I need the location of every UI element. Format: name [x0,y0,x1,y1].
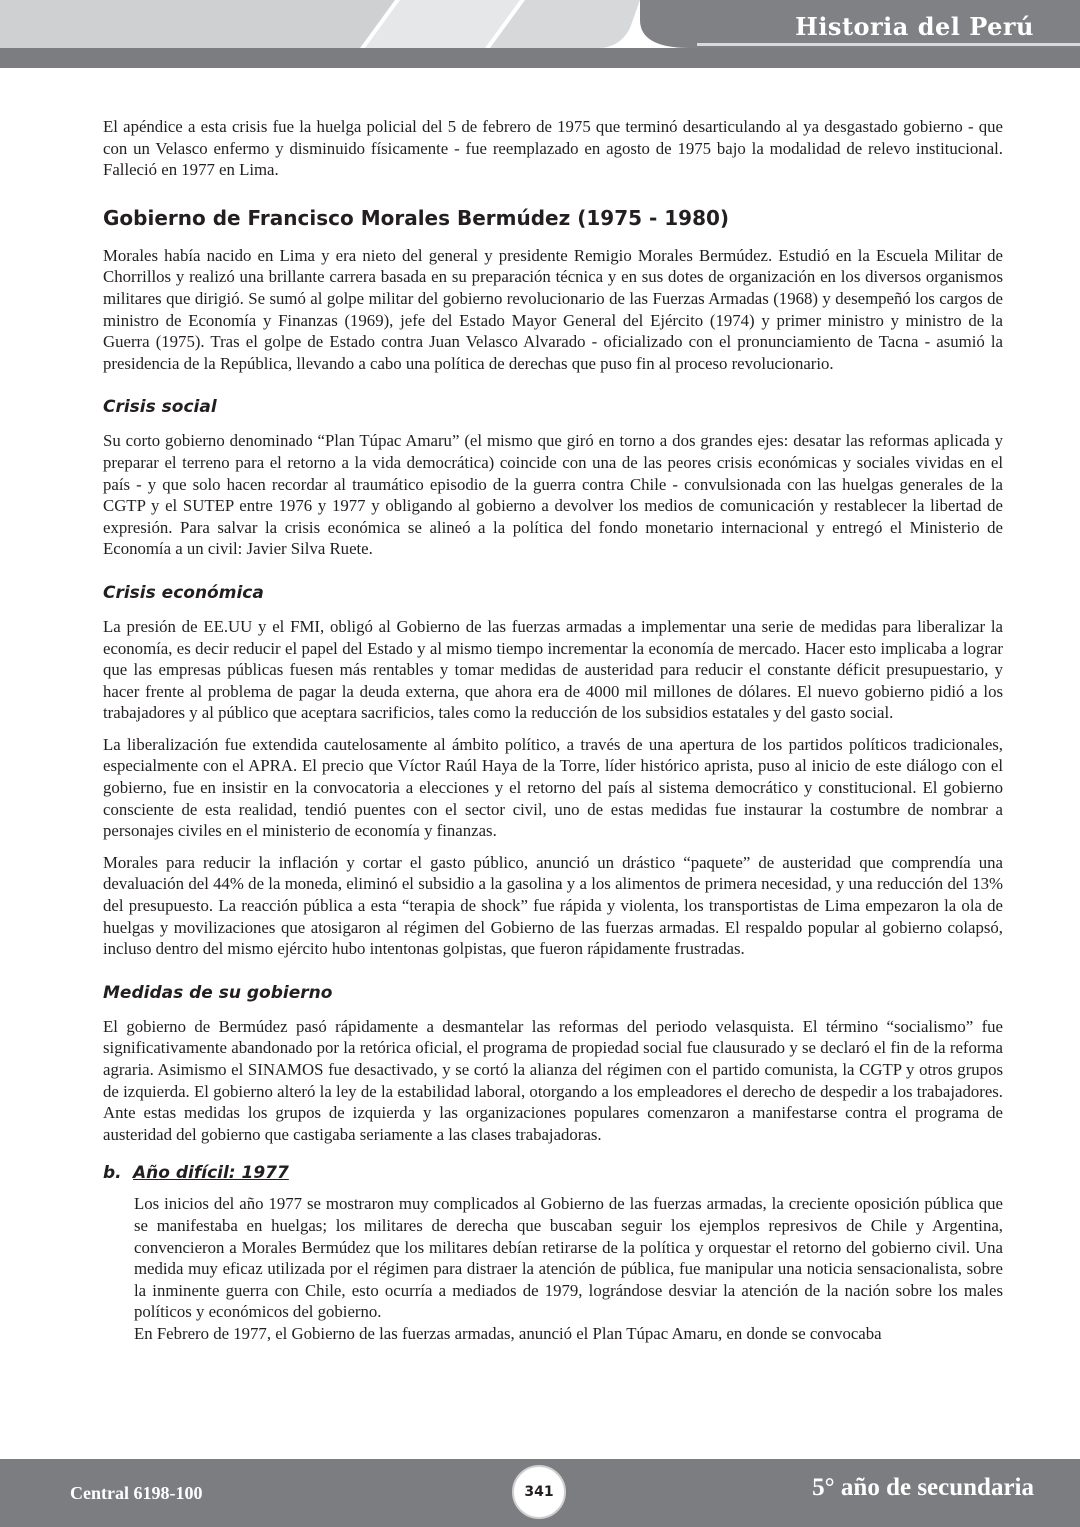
footer-phone: Central 6198-100 [70,1483,203,1503]
crisis-social-title: Crisis social [103,397,217,418]
item-b-paragraph-1: Los inicios del año 1977 se mostraron muy complicados al Gobierno de las fuerzas armadas, la creciente oposición pública que se manifestaba en huelgas; los militares de derecha que buscaban seguir los ejemplos represivos de Chile y Argentina, convencieron a Morales Bermúdez que los militares debían retirarse de la política y orquestar el retorno del gobierno civil. Una medida muy eficaz utilizada por el régimen para distraer la atención de pública, fue manipular una noticia sensacionalista, sobre la inminente guerra con Chile, esto ocurría a mediados de 1979, lográndose desviar la atención de la nación sobre los males políticos y económicos del gobierno. [134,1194,1003,1322]
page-header [0,0,1080,68]
crisis-economica-paragraph-2: La liberalización fue extendida cautelosamente al ámbito político, a través de una apertura de los partidos políticos tradicionales, especialmente con el APRA. El precio que Víctor Raúl Haya de la Torre, líder histórico aprista, puso al inicio de este diálogo con el gobierno, fue en insistir en la convocatoria a elecciones y el retorno del país al sistema democrático y constitucional. El gobierno consciente de esta realidad, tendió puentes con el sector civil, uno de estas medidas fue instaurar la costumbre de nombrar a personajes civiles en el ministerio de economía y finanzas. [103,734,1003,841]
crisis-social-paragraph: Su corto gobierno denominado “Plan Túpac Amaru” (el mismo que giró en torno a dos grandes ejes: desatar las reformas aplicada y preparar el terreno para el retorno a la vida democrática) coincide con una de las peores crisis económicas y sociales vividas en el país - y que solo hacen recordar al traumático episodio de la guerra contra Chile - convulsionada con las huelgas generales de la CGTP y el SUTEP entre 1976 y 1977 y obligando al gobierno a devolver los medios de comunicación y restablecer la libertad de expresión. Para salvar la crisis económica se alineó a la política del fondo monetario internacional y entregó el Ministerio de Economía a un civil: Javier Silva Ruete. [103,431,1003,559]
item-b-label: b. [103,1163,122,1184]
intro-paragraph: El apéndice a esta crisis fue la huelga policial del 5 de febrero de 1975 que terminó desarticulando al ya desgastado gobierno - que con un Velasco enfermo y disminuido físicamente - fue reemplazado en agosto de 1975 bajo la modalidad de relevo institucional. Falleció en 1977 en Lima. [103,117,1003,180]
item-b-body [134,1193,1003,1344]
section-paragraph: Morales había nacido en Lima y era nieto del general y presidente Remigio Morales Bermúdez. Estudió en la Escuela Militar de Chorrillos y realizó una brillante carrera basada en su preparación técnica y en sus dotes de organización en los diversos organismos militares que dirigió. Se sumó al golpe militar del gobierno revolucionario de las Fuerzas Armadas (1968) y desempeñó los cargos de ministro de Economía y Finanzas (1969), jefe del Estado Mayor General del Ejército (1974) y primer ministro y ministro de la Guerra (1975). Tras el golpe de Estado contra Juan Velasco Alvarado - oficializado con el pronunciamiento de Tacna - asumió la presidencia de la República, llevando a cabo una política de derechas que puso fin al proceso revolucionario. [103,245,1003,373]
crisis-economica-paragraph-1: La presión de EE.UU y el FMI, obligó al Gobierno de las fuerzas armadas a implementar una serie de medidas para liberalizar la economía, es decir reducir el papel del Estado y al mismo tiempo incrementar la economía de mercado. Hacer esto implicaba a lograr que las empresas públicas fuesen más rentables y tomar medidas de austeridad para reducir el constante déficit presupuestario, y hacer frente al problema de pagar la deuda externa, que ahora era de 4000 mil millones de dólares. El nuevo gobierno pidió a los trabajadores y al público que aceptara sacrificios, tales como la reducción de los subsidios estatales y del gasto social. [103,616,1003,723]
section-title: Gobierno de Francisco Morales Bermúdez (1975 - 1980) [103,205,730,230]
crisis-economica-title: Crisis económica [103,582,264,603]
page-number: 341 [512,1465,566,1519]
item-b-paragraph-2: En Febrero de 1977, el Gobierno de las fuerzas armadas, anunció el Plan Túpac Amaru, en donde se convocaba [134,1323,882,1343]
item-b-title: Año difícil: 1977 [133,1163,289,1184]
header-title: Historia del Perú [795,12,1034,41]
medidas-title: Medidas de su gobierno [103,982,333,1003]
crisis-economica-paragraph-3: Morales para reducir la inflación y cortar el gasto público, anunció un drástico “paquete” de austeridad que comprendía una devaluación del 44% de la moneda, eliminó el subsidio a la gasolina y a los alimentos de primera necesidad, y una reducción del 13% del presupuesto. La reacción pública a esta “terapia de shock” fue rápida y violenta, los transportistas de Lima empezaron la ola de huelgas y movilizaciones que atosigaron al régimen del Gobierno de las fuerzas armadas. El respaldo popular al gobierno colapsó, incluso dentro del mismo ejército hubo intentonas golpistas, que fueron rápidamente frustradas. [103,852,1003,959]
item-b-heading [103,1163,1003,1183]
footer-grade: 5° año de secundaria [812,1474,1034,1501]
main-content [103,116,1003,1345]
medidas-paragraph: El gobierno de Bermúdez pasó rápidamente a desmantelar las reformas del periodo velasquista. El término “socialismo” fue significativamente abandonado por la retórica oficial, el programa de propiedad social fue clausurado y se declaró el fin de la reforma agraria. Asimismo el SINAMOS fue desactivado, y se cortó la alianza del régimen con el partido comunista, la CGTP y otros grupos de izquierda. El gobierno alteró la ley de la estabilidad laboral, otorgando a los empleadores el derecho de despedir a los trabajadores. Ante estas medidas los grupos de izquierda y las organizaciones populares comenzaron a manifestarse contra el programa de austeridad del gobierno que castigaba seriamente a las clases trabajadoras. [103,1016,1003,1144]
